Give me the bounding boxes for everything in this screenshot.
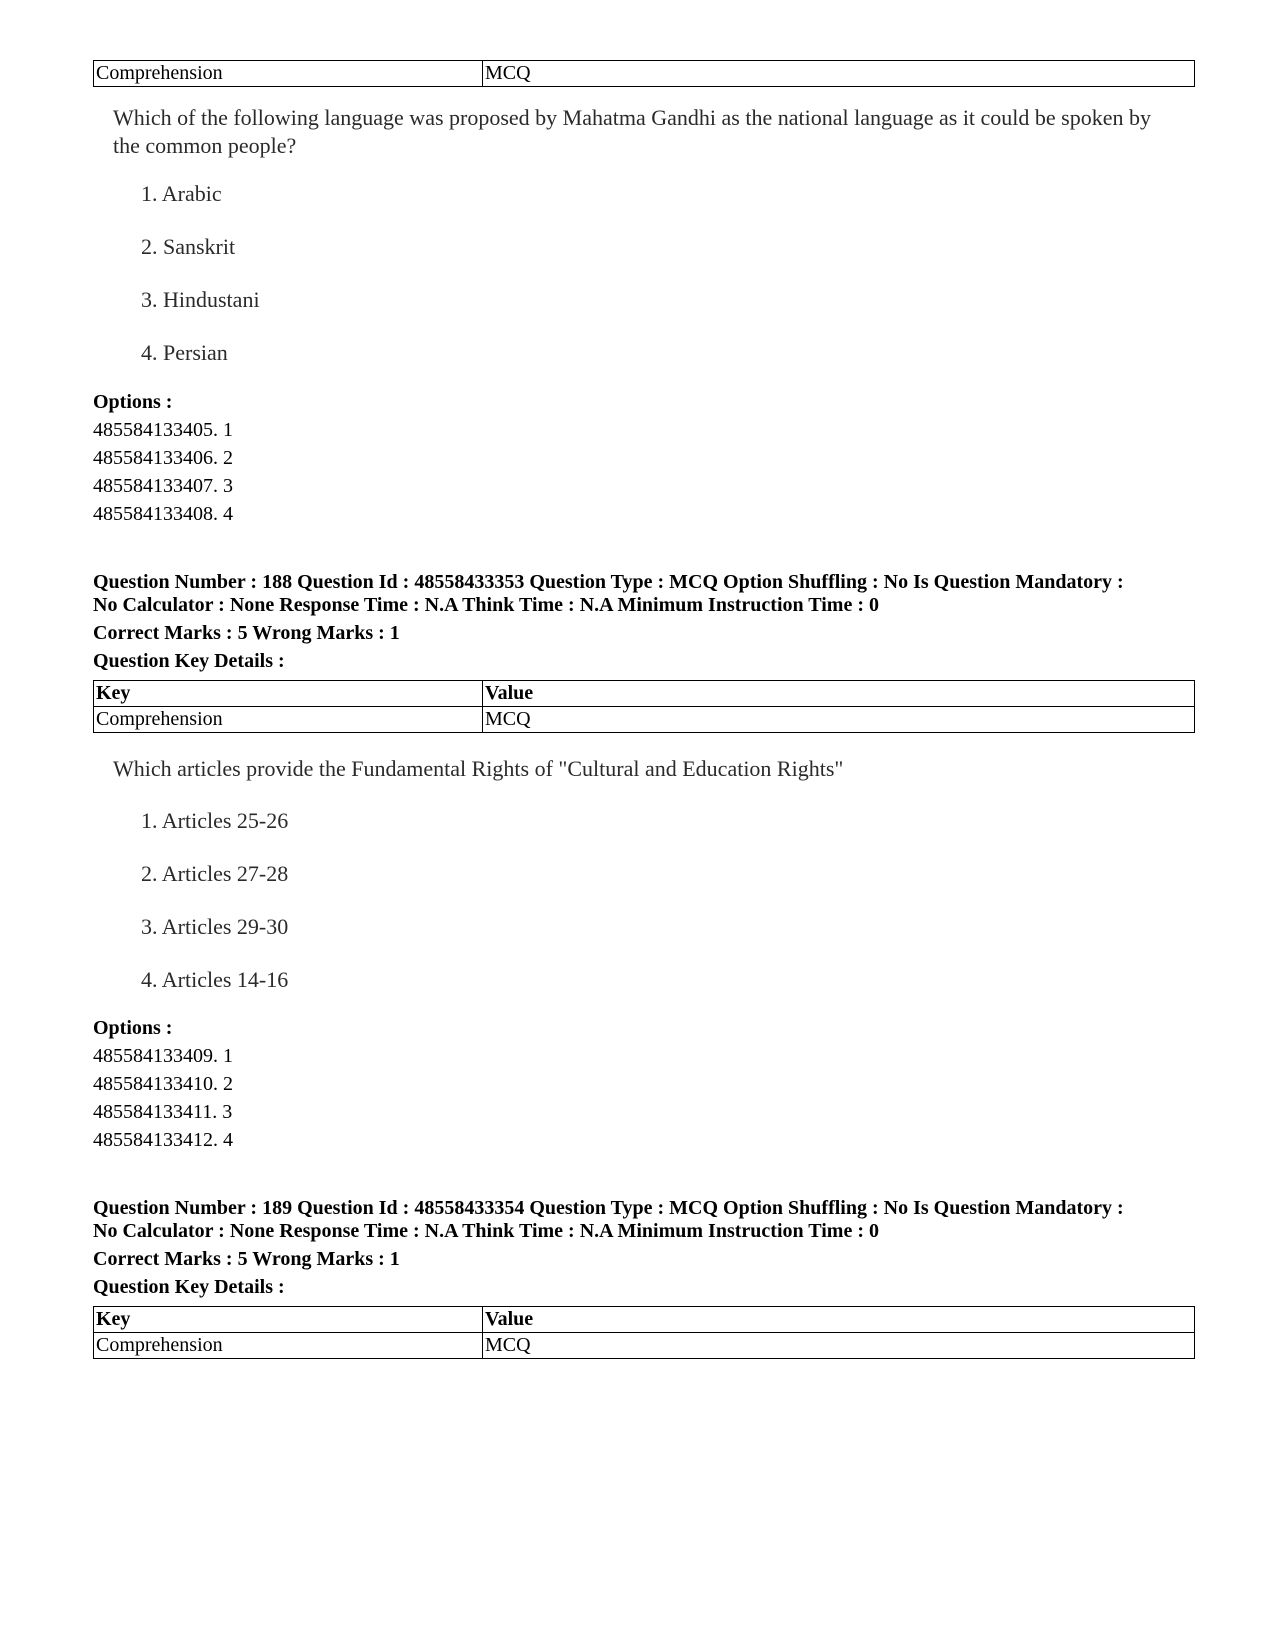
option-id: 485584133411. 3 <box>93 1101 233 1123</box>
question-meta-line-1: Question Number : 188 Question Id : 48558433353 Question Type : MCQ Option Shuffling : No Is Question Mandatory : <box>93 571 1124 593</box>
question-text: Which articles provide the Fundamental Rights of "Cultural and Education Rights" <box>113 756 844 781</box>
option-id: 485584133409. 1 <box>93 1045 233 1067</box>
choice-item: 1. Arabic <box>141 181 222 206</box>
key-cell: Comprehension <box>94 1333 483 1359</box>
table-header-row <box>94 1307 1195 1333</box>
key-details-label: Question Key Details : <box>93 1276 285 1298</box>
option-id: 485584133406. 2 <box>93 447 233 469</box>
key-details-table <box>93 60 1195 87</box>
choice-item: 3. Articles 29-30 <box>141 914 289 939</box>
value-cell: MCQ <box>483 1333 1195 1359</box>
key-header: Key <box>94 1307 483 1333</box>
marks-line: Correct Marks : 5 Wrong Marks : 1 <box>93 1248 400 1270</box>
key-cell: Comprehension <box>94 707 483 733</box>
question-text: Which of the following language was proposed by Mahatma Gandhi as the national language as it could be spoken by the common people? <box>113 105 1152 158</box>
choice-item: 4. Persian <box>141 340 228 365</box>
option-id: 485584133410. 2 <box>93 1073 233 1095</box>
table-row <box>94 61 1195 87</box>
choice-item: 2. Sanskrit <box>141 234 236 259</box>
key-details-label: Question Key Details : <box>93 650 285 672</box>
key-details-table <box>93 1306 1195 1359</box>
option-id: 485584133405. 1 <box>93 419 233 441</box>
question-meta-line-2: No Calculator : None Response Time : N.A Think Time : N.A Minimum Instruction Time : 0 <box>93 594 879 616</box>
table-row <box>94 1333 1195 1359</box>
question-meta-line-2: No Calculator : None Response Time : N.A Think Time : N.A Minimum Instruction Time : 0 <box>93 1220 879 1242</box>
value-cell: MCQ <box>483 61 1195 87</box>
key-header: Key <box>94 681 483 707</box>
question-meta-line-1: Question Number : 189 Question Id : 48558433354 Question Type : MCQ Option Shuffling : No Is Question Mandatory : <box>93 1197 1124 1219</box>
choice-item: 3. Hindustani <box>141 287 260 312</box>
option-id: 485584133408. 4 <box>93 503 233 525</box>
choice-item: 1. Articles 25-26 <box>141 808 289 833</box>
options-label: Options : <box>93 1017 173 1039</box>
choice-item: 2. Articles 27-28 <box>141 861 289 886</box>
marks-line: Correct Marks : 5 Wrong Marks : 1 <box>93 622 400 644</box>
choice-item: 4. Articles 14-16 <box>141 967 289 992</box>
table-header-row <box>94 681 1195 707</box>
options-label: Options : <box>93 391 173 413</box>
value-header: Value <box>483 681 1195 707</box>
key-details-table <box>93 680 1195 733</box>
key-cell: Comprehension <box>94 61 483 87</box>
option-id: 485584133412. 4 <box>93 1129 233 1151</box>
option-id: 485584133407. 3 <box>93 475 233 497</box>
table-row <box>94 707 1195 733</box>
value-cell: MCQ <box>483 707 1195 733</box>
value-header: Value <box>483 1307 1195 1333</box>
